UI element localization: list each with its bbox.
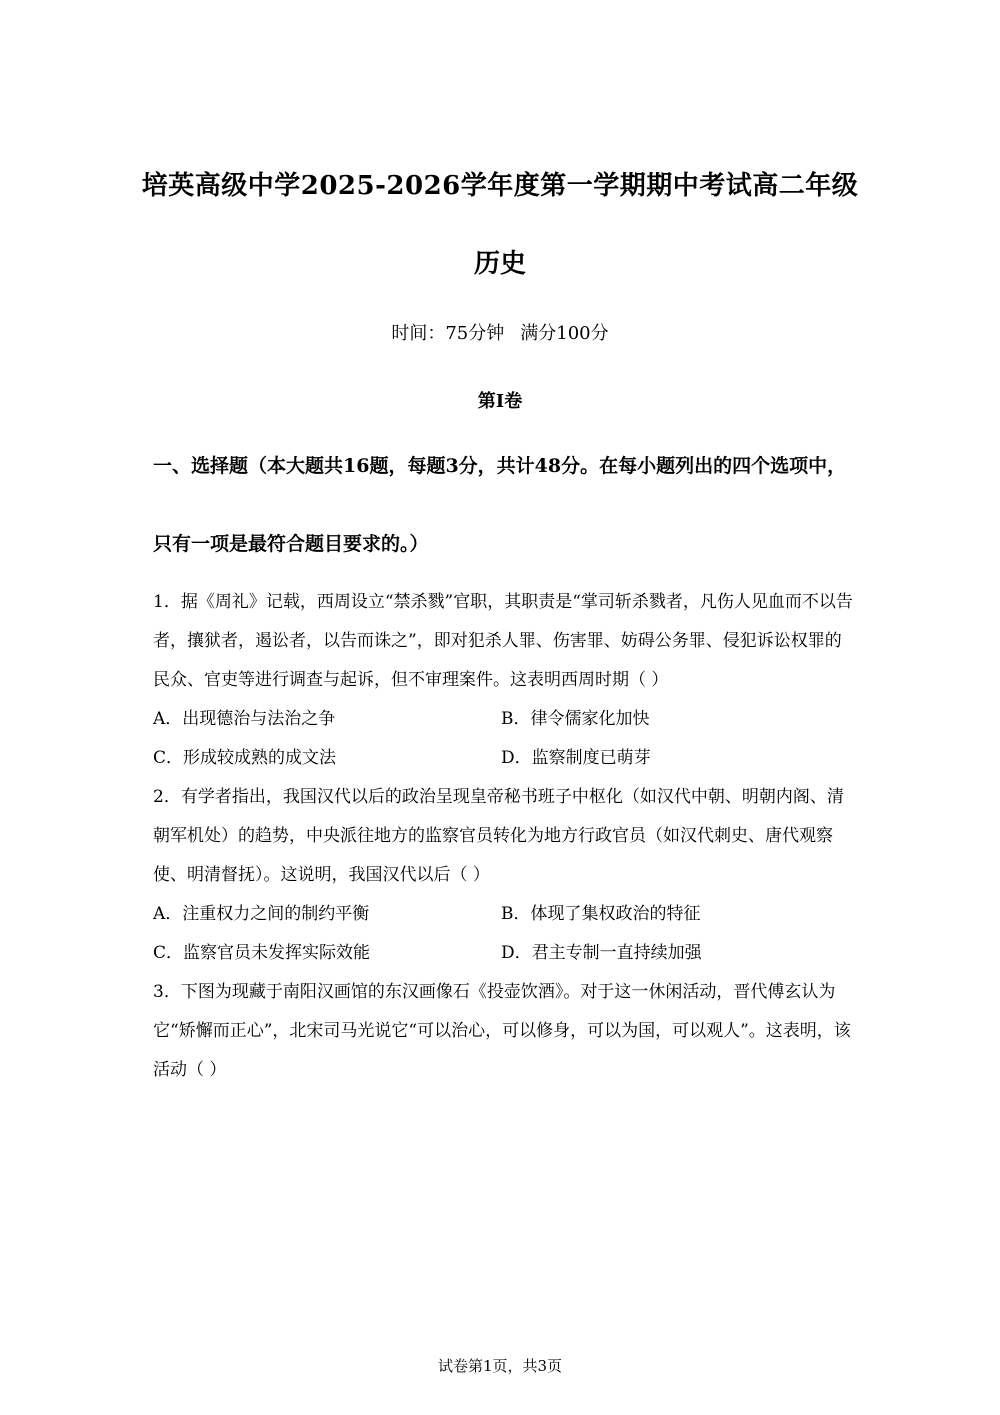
- volume-label: 第I卷: [477, 391, 523, 412]
- question-3-stem: 3．下图为现藏于南阳汉画馆的东汉画像石《投壶饮酒》。对于这一休闲活动，晋代傅玄认为它“矫懈而正心”，北宋司马光说它“可以治心，可以修身，可以为国，可以观人”。这表明，该活动（ ）: [153, 982, 851, 1080]
- question-2-option-a[interactable]: A．注重权力之间的制约平衡: [153, 904, 370, 924]
- question-2-option-b[interactable]: B．体现了集权政治的特征: [501, 904, 701, 924]
- question-1-option-d[interactable]: D．监察制度已萌芽: [501, 748, 651, 768]
- question-1-options: [153, 700, 853, 778]
- question-2-option-c[interactable]: C．监察官员未发挥实际效能: [153, 943, 371, 963]
- exam-full-score: 满分100分: [520, 323, 609, 344]
- exam-time-info: [0, 321, 1000, 347]
- section-heading: 一、选择题（本大题共16题，每题3分，共计48分。在每小题列出的四个选项中，只有一项是最符合题目要求的。）: [153, 455, 847, 555]
- question-2-option-d[interactable]: D．君主专制一直持续加强: [501, 943, 702, 963]
- page-footer: 试卷第1页，共3页: [437, 1357, 563, 1375]
- question-1-option-c[interactable]: C．形成较成熟的成文法: [153, 748, 337, 768]
- exam-duration: 时间：75分钟: [391, 323, 505, 344]
- question-1-option-a[interactable]: A．出现德治与法治之争: [153, 709, 336, 729]
- exam-title: 培英高级中学2025-2026学年度第一学期期中考试高二年级: [141, 171, 859, 201]
- exam-subject: 历史: [473, 249, 526, 279]
- question-1-stem: 1．据《周礼》记载，西周设立“禁杀戮”官职，其职责是“掌司斩杀戮者，凡伤人见血而不以告者，攘狱者，遏讼者，以告而诛之”，即对犯杀人罪、伤害罪、妨碍公务罪、侵犯诉讼权罪的民众、官吏等进行调查与起诉，但不审理案件。这表明西周时期（ ）: [153, 592, 853, 690]
- question-2-options: [153, 895, 853, 973]
- question-1-option-b[interactable]: B．律令儒家化加快: [501, 709, 650, 729]
- question-2-stem: 2．有学者指出，我国汉代以后的政治呈现皇帝秘书班子中枢化（如汉代中朝、明朝内阁、清朝军机处）的趋势，中央派往地方的监察官员转化为地方行政官员（如汉代刺史、唐代观察使、明清督抚）。这说明，我国汉代以后（ ）: [153, 787, 844, 885]
